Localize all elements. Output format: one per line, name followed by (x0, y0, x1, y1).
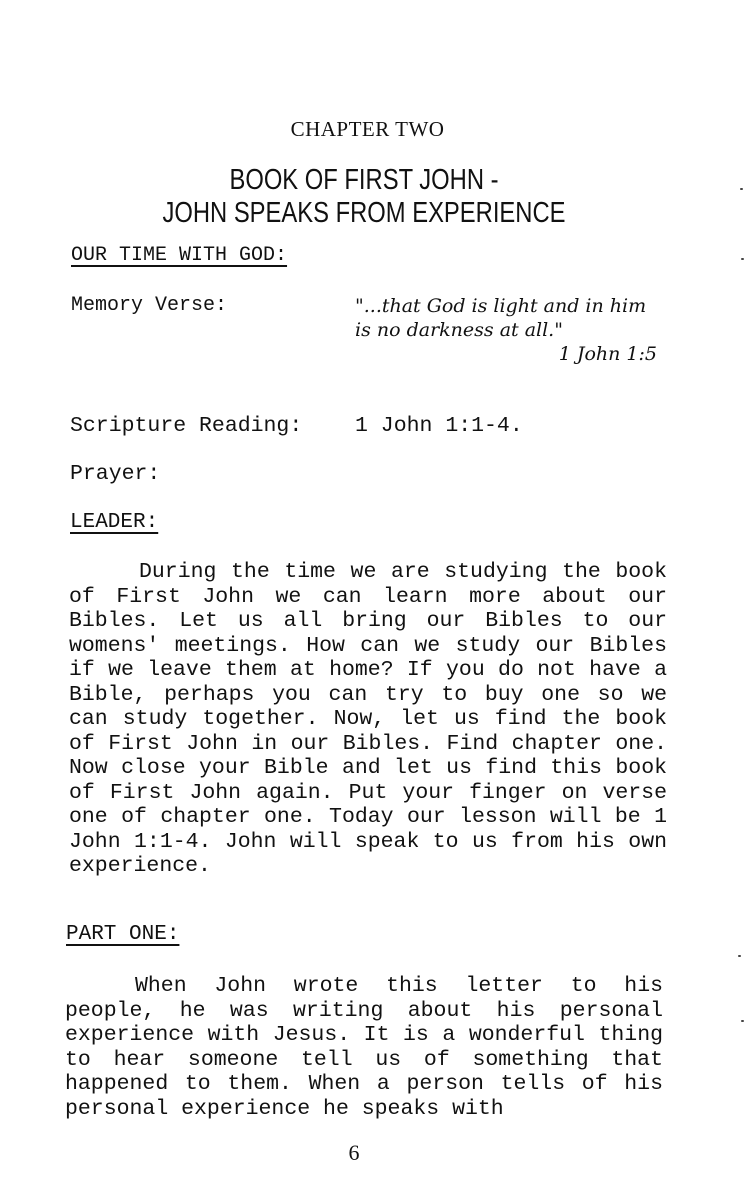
book-title (66, 164, 663, 230)
scan-speck (740, 188, 743, 190)
memory-verse-label: Memory Verse: (71, 294, 228, 317)
part-one-paragraph-text: When John wrote this letter to his people, he was writing about his personal experience with Jesus. It is a wonderful thing to hear someone tell us of something that happened to them. When a person tells of his personal experience he speaks with (65, 974, 663, 1121)
memory-verse (355, 294, 665, 366)
our-time-heading: OUR TIME WITH GOD: (71, 244, 288, 267)
scripture-reading-label: Scripture Reading: (70, 414, 303, 438)
part-one-paragraph (65, 974, 663, 1121)
leader-heading: LEADER: (70, 511, 159, 534)
scan-speck (738, 955, 741, 957)
memory-verse-text: "...that God is light and in him is no darkness at all." (355, 295, 647, 341)
leader-paragraph-text: During the time we are studying the book of First John we can learn more about our Bibles. Let us all bring our Bibles to our womens' meetings. How can we study our Bibles if we leave them at home? If you do not have a Bible, perhaps you can try to buy one so we can study together. Now, let us find the book of First John in our Bibles. Find chapter one. Now close your Bible and let us find this book of First John again. Put your finger on verse one of chapter one. Today our lesson will be 1 John 1:1-4. John will speak to us from his own experience. (69, 560, 667, 878)
prayer-label: Prayer: (70, 462, 161, 486)
book-title-line-1: BOOK OF FIRST JOHN - (229, 164, 499, 196)
part-one-heading: PART ONE: (66, 923, 180, 946)
scan-speck (741, 1020, 744, 1022)
book-title-line-2: JOHN SPEAKS FROM EXPERIENCE (162, 197, 566, 229)
chapter-label: CHAPTER TWO (290, 117, 445, 141)
memory-verse-reference: 1 John 1:5 (558, 343, 657, 365)
scripture-reading-value: 1 John 1:1-4. (355, 414, 523, 438)
scan-speck (741, 258, 744, 260)
leader-paragraph (69, 560, 667, 879)
page-number: 6 (348, 1140, 360, 1165)
